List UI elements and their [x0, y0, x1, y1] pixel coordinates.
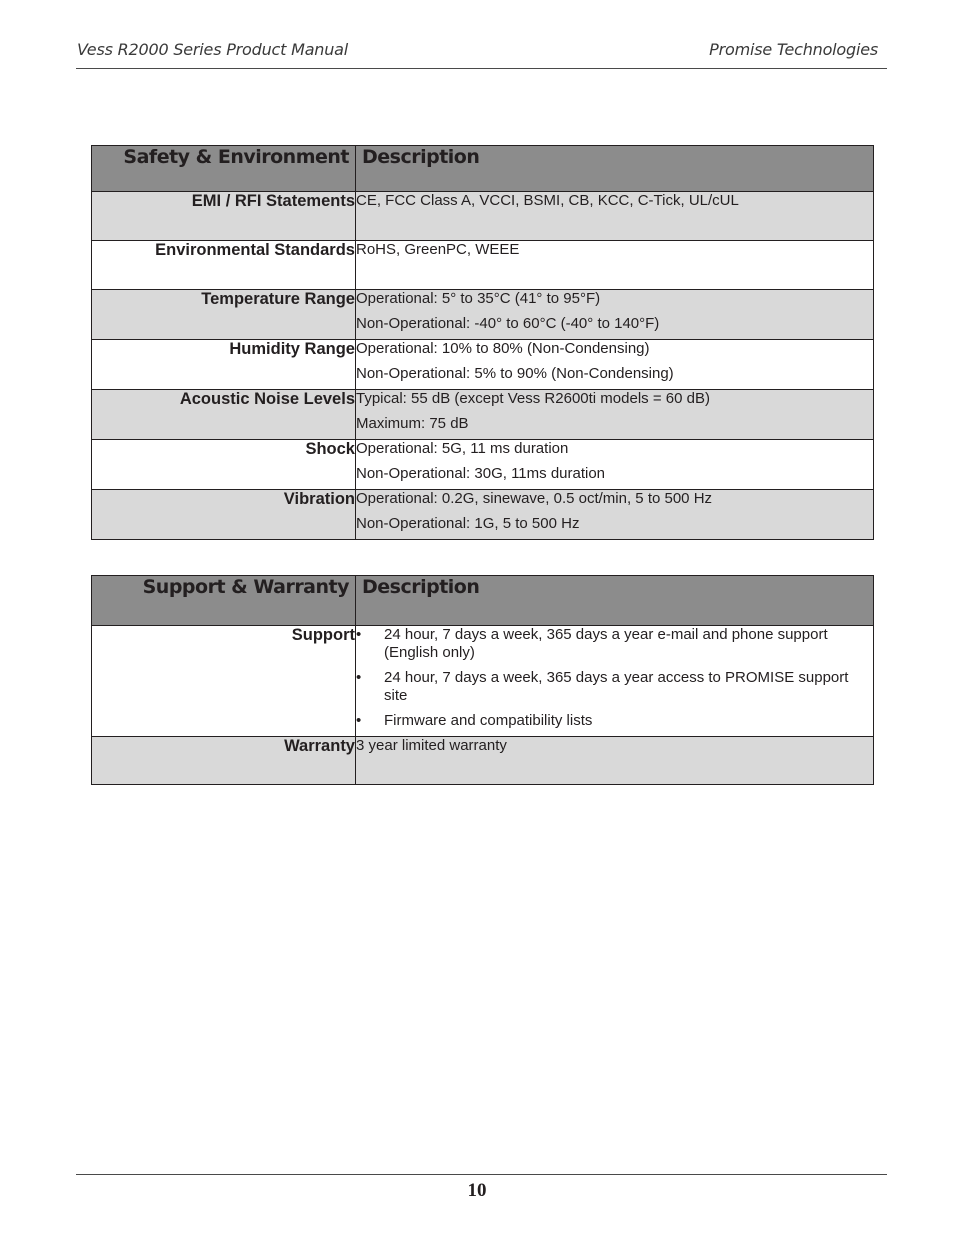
description-line: Maximum: 75 dB	[356, 414, 469, 432]
description-line: Operational: 5G, 11 ms duration	[356, 440, 569, 457]
description-line: Operational: 10% to 80% (Non-Condensing)	[356, 340, 650, 357]
row-description	[356, 626, 874, 737]
row-description	[356, 440, 874, 490]
page-number: 10	[467, 1180, 487, 1201]
row-description	[356, 737, 874, 785]
table-row	[92, 192, 874, 241]
running-header-company: Promise Technologies	[709, 40, 878, 59]
table-row	[92, 241, 874, 290]
list-item-text: Firmware and compatibility lists	[384, 712, 593, 729]
row-label: Humidity Range	[92, 340, 356, 390]
support-header-description: Description	[356, 576, 874, 626]
list-item	[356, 626, 873, 662]
table-row	[92, 340, 874, 390]
list-item	[356, 669, 873, 705]
row-description	[356, 390, 874, 440]
table-row	[92, 626, 874, 737]
description-line: Non-Operational: -40° to 60°C (-40° to 140°F)	[356, 314, 660, 332]
table-row	[92, 440, 874, 490]
row-description	[356, 241, 874, 290]
row-label: Support	[92, 626, 356, 737]
list-item	[356, 712, 873, 730]
row-description	[356, 490, 874, 540]
row-label: Acoustic Noise Levels	[92, 390, 356, 440]
row-description	[356, 290, 874, 340]
row-label: Environmental Standards	[92, 241, 356, 290]
row-label: Shock	[92, 440, 356, 490]
description-line: RoHS, GreenPC, WEEE	[356, 241, 520, 258]
list-item-text: 24 hour, 7 days a week, 365 days a year access to PROMISE support site	[384, 669, 849, 704]
header-rule	[76, 68, 887, 69]
description-line: Non-Operational: 5% to 90% (Non-Condensing)	[356, 364, 674, 382]
table-row	[92, 390, 874, 440]
row-label: Vibration	[92, 490, 356, 540]
row-label: Warranty	[92, 737, 356, 785]
description-line: Typical: 55 dB (except Vess R2600ti models = 60 dB)	[356, 390, 710, 407]
bullet-icon: •	[356, 626, 362, 643]
description-line: Operational: 5° to 35°C (41° to 95°F)	[356, 290, 601, 307]
description-line: Non-Operational: 1G, 5 to 500 Hz	[356, 514, 580, 532]
description-line: Operational: 0.2G, sinewave, 0.5 oct/min, 5 to 500 Hz	[356, 490, 713, 507]
bullet-icon: •	[356, 712, 362, 729]
table-row	[92, 490, 874, 540]
support-warranty-table	[91, 575, 874, 785]
table-row	[92, 737, 874, 785]
description-line: CE, FCC Class A, VCCI, BSMI, CB, KCC, C-Tick, UL/cUL	[356, 192, 739, 209]
safety-header-description: Description	[356, 146, 874, 192]
safety-environment-table	[91, 145, 874, 540]
table-row	[92, 290, 874, 340]
row-label: Temperature Range	[92, 290, 356, 340]
footer-rule	[76, 1174, 887, 1175]
list-item-text: 24 hour, 7 days a week, 365 days a year e-mail and phone support (English only)	[384, 626, 828, 661]
bullet-icon: •	[356, 669, 362, 686]
row-label: EMI / RFI Statements	[92, 192, 356, 241]
support-header-label: Support & Warranty	[92, 576, 356, 626]
safety-header-label: Safety & Environment	[92, 146, 356, 192]
running-header-title: Vess R2000 Series Product Manual	[77, 40, 349, 59]
description-line: Non-Operational: 30G, 11ms duration	[356, 464, 606, 482]
description-line: 3 year limited warranty	[356, 737, 507, 754]
support-list	[356, 626, 873, 730]
row-description	[356, 340, 874, 390]
row-description	[356, 192, 874, 241]
